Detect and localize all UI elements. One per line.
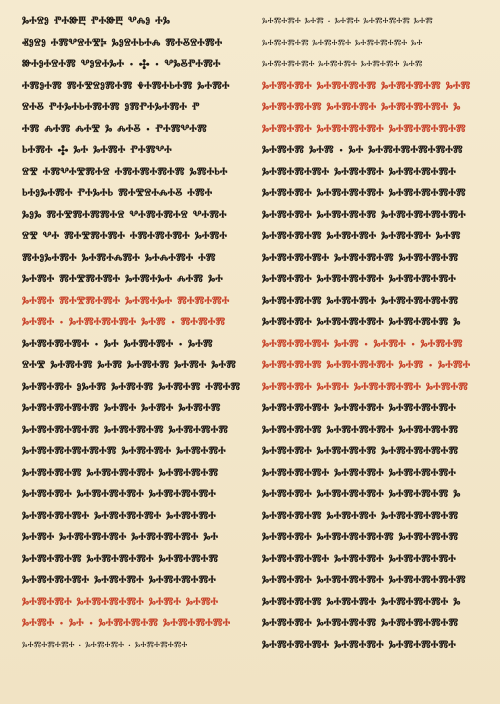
text-line: ⰳⰰⰿⰰⰿⰰⰿ ⰳⰰⰿⰰⰿⰰ ⰳⰰⰿⰰⰿⰰⰿⰰ ⰳ <box>262 100 461 116</box>
text-line: ⰳⰰⰿⰰⰿⰰⰿⰰ ⰳⰰⰿⰰⰿⰰ ⰳⰰⰿⰰⰿⰰⰿⰰ <box>262 465 456 482</box>
text-line: ⰳⰰⰿⰰⰿⰰⰿⰰ ⰳⰰⰿⰰⰿⰰ ⰳⰰⰿⰰⰿⰰⰿⰰ <box>262 551 456 568</box>
text-line: ⰳⰰⰿⰰⰿⰰ ⰳⰰⰿⰰⰿⰰⰿ ⰳⰰⰿⰰⰿⰰⰿⰰⰿ <box>262 444 459 460</box>
text-line: ⰳⰰⰿⰰⰿⰰ ⰳⰰⰿⰰⰿⰰⰿⰰ ⰳⰰⰿⰰⰿⰰⰿⰰⰿ <box>262 121 466 138</box>
text-line: ⰳⰰⰿⰰⰿⰰ ⰳⰰⰿⰰⰿⰰⰿⰰ ⰳⰰⰿⰰ ⰳⰰⰿⰰ <box>22 594 219 611</box>
text-line: ⰳⰰⰿⰰⰿⰰⰿⰰ ⰳⰰⰿⰰⰿⰰ ⰳⰰⰿⰰⰿⰰⰿⰰ <box>262 637 456 654</box>
text-line: ⰳⰰⰿⰰⰿⰰ ⱁⰳⰰⰿ ⰳⰰⰿⰰⰿ ⰳⰰⰿⰰⰿ ⰰⰿⰰⰿ <box>22 379 241 396</box>
text-line: ⰳⰰⰿⰰ · ⰳⰰⰿⰰⰿⰰⰿⰰ ⰳⰰⰿ · ⰿⰰⰿⰰⰿ <box>22 315 226 331</box>
text-line: ⰳⱁⰳ ⰿⰰⰺⰿⰰⰿⰿⰰⱄ ⰲⰰⰿⰰⰿⰰⱄ ⰲⰰⰿⰰ <box>22 207 227 224</box>
text-line: ⰳⰰⰿⰰ ⰳⰰⰿⰰⰿⰰⰿⰰ ⰳⰰⰿⰰⰿⰰⰿⰰ ⰳⰰ <box>22 530 219 546</box>
text-line: ⰳⰰⰿⰰⰿⰰ ⰳⰰⰿⰰⰿⰰⰿⰰ ⰳⰰⰿⰰⰿⰰⰿⰰ <box>22 487 216 503</box>
text-line: ⰳⰰⰿⰰ · ⰳⰰ · ⰳⰰⰿⰰⰿⰰⰿ ⰳⰰⰿⰰⰿⰰⰿⰰ <box>22 616 231 632</box>
text-line: ⰿⰰⱁⰳⰰⰿⰰ ⰳⰰⰿⰰⰾⰿⰰ ⰳⰰⰾⰰⰿⰰ ⰰⰿ <box>22 250 216 267</box>
text-line: ⰳⰰⰿⰰⰿⰰ ⰳⰰⰿⰰ ⰳⰰⰿⰰⰿⰰⰿⰰ ⰳⰰⰿⰰⰿ <box>262 379 469 396</box>
text-line: ⱄⰺ ⰲⰰ ⰿⰰⰺⰿⰰⰿⰰ ⰰⰿⰰⰿⰰⰿⰰ ⰳⰰⰿⰰ <box>22 229 228 245</box>
text-line: ⰳⰰⰿⰰⰿⰰ ⰳⰰⰿⰰⰿⰰⰿⰰ ⰳⰰⰿⰰⰿⰰⰿ ⰳ <box>262 315 461 331</box>
text-line: ⰳⰰⰿⰰ ⰿⰰⰺⰿⰰⰿⰰ ⰳⰰⰿⰰⰳⰰ ⰿⰰⰿⰰⰿⰰ <box>22 293 230 310</box>
text-line: ⰳⰰⰿⰰⰿⰰ ⰳⰰⰿⰰⰿⰰⰿⰰⰿ ⰳⰰⰿⰰⰿⰰⰿ <box>262 530 459 546</box>
text-line: ⰳⰰⰿⰰⰿⰰⰿⰰ · ⰳⰰ ⰳⰰⰿⰰⰿⰰ · ⰳⰰⰿ <box>22 336 213 353</box>
text-line: ⰳⰰⰿⰰⰿⰰⰿⰰⰿ ⰳⰰⰿⰰ ⰳⰰⰿⰰ ⰳⰰⰿⰰⰿ <box>22 401 221 417</box>
text-line: ⱏⱁⱄⱁ ⰰⰿⰲⱄⰰⰺⰽ ⰳⱁⱄⰰⱃⰰⰾ ⰿⰰⰻⱄⰰⰿⰰ <box>22 35 223 52</box>
text-line: ⱄⰰⰻ ⱂⰰⰳⰰⱃⰰⰿⰰⰿ ⱁⰿⱂⰰⰳⰰⰿⰰ ⱂ <box>22 100 200 116</box>
text-line: ⰳⰰⰿⰰⰿⰰⰿⰰⰿ ⰳⰰⰿⰰⰿⰰⰿ ⰳⰰⰿⰰⰿⰰⰿ <box>22 422 229 439</box>
text-line: ⰳⰰⰿⰰ ⰿⰰⰺⰿⰰⰿⰰ ⰳⰰⰿⰰⰳⰰ ⰾⰰⰿ ⰳⰰ <box>22 272 223 288</box>
right-text-column <box>262 12 484 657</box>
text-line: ⱃⰰⰿⰰ ✣ ⰳⰰ ⰳⰰⰿⰰ ⱂⰰⰿⰲⰰ <box>22 143 172 159</box>
text-line: ⰳⰰⰿⰰⰿⰰ ⰳⰰⰿ · ⰳⰰⰿⰰ ⰳⰰⰿⰰⰿⰰⰿ ⰳⰰⰿ <box>262 16 433 28</box>
text-line: ⰳⰰⰿⰰⰿⰰ ⰳⰰⰿⰰⰿⰰⰿⰰ ⰳⰰⰿⰰⰿⰰⰿⰰⰿ <box>262 186 466 202</box>
text-line: ⰳⰰⰿⰰⰿⰰⰿ ⰳⰰⰿⰰⰿⰰⰿⰰ ⰳⰰⰿⰰⰿⰰⰿ <box>262 422 459 439</box>
text-line: ⰳⰰⰿⰰⰿⰰ ⰳⰰⰿⰰⰿⰰⰿⰰ ⰳⰰⰿⰰⰿⰰⰿⰰⰿ <box>262 573 466 589</box>
text-line: ⰰⰿⱁⰰⰿ ⰿⰰⰺⱄⱁⰿⰰⰿ ⰷⰰⰿⰰⱃⰰⰿ ⰳⰰⰿⰰ <box>22 78 230 95</box>
text-line: ⱄⰰⰺ ⰳⰰⰿⰰⰿ ⰳⰰⰿ ⰳⰰⰿⰰⰿ ⰳⰰⰿⰰ ⰳⰰⰿ <box>22 358 237 374</box>
text-line: ⰳⰰⰿⰰⰿⰰⰿ ⰳⰰⰿⰰⰿⰰⰿⰰ ⰳⰰⰿⰰⰿⰰⰿ <box>22 465 219 482</box>
text-line: ⰳⰰⰿⰰⰿⰰⰿⰰ ⰳⰰⰿⰰⰿⰰ ⰳⰰⰿⰰⰿⰰⰿⰰ <box>262 164 456 181</box>
text-line: ⰳⰰⰿⰰⰿⰰ ⰳⰰⰿⰰⰿⰰⰿⰰ ⰳⰰⰿⰰⰿⰰⰿⰰ <box>262 272 456 288</box>
text-line: ⰳⰰⰿⰰⰿⰰⰿ ⰳⰰⰿⰰⰿⰰ ⰳⰰⰿⰰⰿⰰⰿⰰⰿ <box>262 508 459 525</box>
text-line: ⰳⰰⰿⰰⰿⰰ ⰳⰰⰿⰰⰿⰰⰿ ⰳⰰⰿⰰⰿⰰⰿⰰⰿ <box>262 616 459 632</box>
text-line: ⰳⰰⰿⰰⰿⰰⰿ ⰳⰰⰿⰰⰿⰰ ⰳⰰⰿⰰⰿⰰⰿⰰ ⰳ <box>262 594 461 611</box>
text-line: ⰳⰰⰿⰰⰿⰰⰿ ⰳⰰⰿⰰⰿⰰ ⰳⰰⰿⰰⰿⰰⰿⰰⰿ <box>262 293 459 310</box>
text-line: ⰳⰰⰿⰰⰿⰰ ⰳⰰⰿⰰⰿⰰⰿ ⰳⰰⰿⰰⰿⰰⰿⰰⰿⰰ <box>262 207 466 224</box>
text-line: ⰳⰰⰿⰰⰿⰰⰿⰰ ⰳⰰⰿ · ⰳⰰⰿⰰ · ⰳⰰⰿⰰⰿ <box>262 336 463 353</box>
text-line: ⰳⰰⰿⰰⰿⰰⰿⰰ · ⰳⰰⰿⰰⰿⰰ · ⰳⰰⰿⰰⰿⰰⰿⰰ <box>22 639 188 652</box>
text-line: ⱄⰺ ⰰⰿⰲⰰⰺⰿⰰⱄ ⰰⰿⰰⰿⰰⰿⰰⰿ ⰳⰿⰰⱃⰰ <box>22 164 228 181</box>
text-line: ⰳⰰⰿⰰⰿⰰⰿⰰ ⰳⰰⰿⰰⰿⰰ ⰳⰰⰿⰰⰿⰰⰿⰰ <box>22 573 216 589</box>
text-line: ⰳⰰⰿⰰⰿⰰⰿ ⰳⰰⰿⰰⰿⰰⰿⰰ ⰳⰰⰿⰰⰿⰰⰿ <box>22 551 219 568</box>
text-line: ⰳⰰⱄⱁ ⱂⰰⱆⰱ ⱂⰰⱆⰱ ⰲⰾⱁ ⰰⰳ <box>22 14 171 30</box>
text-line: ⰳⰰⰿⰰⰿⰰⰿⰰ ⰳⰰⰿⰰⰿⰰ ⰳⰰⰿⰰⰿⰰ ⰳⰰⰿ <box>262 59 423 71</box>
text-line: ⱆⰰⱁⰰⱄⰰⰿ ⰲⱁⱄⰰⰳⰰ · ✣ · ⰲⰳⰻⱂⰰⰿⰰ <box>22 57 221 73</box>
text-line: ⱃⰰⱁⰳⰰⰿⰰ ⱂⰰⰳⰰⱃ ⰿⰰⰺⱄⰰⰾⰰⰻ ⰰⰿⰰ <box>22 186 213 202</box>
text-line: ⰳⰰⰿⰰⰿⰰⰿ ⰳⰰⰿⰰⰿⰰ ⰳⰰⰿⰰⰿⰰⰿⰰ ⰳⰰ <box>262 37 423 50</box>
text-line: ⰳⰰⰿⰰⰿ ⰳⰰⰿ · ⰳⰰ ⰳⰰⰿⰰⰿⰰⰿⰰⰿⰰⰿ <box>262 143 463 159</box>
text-line: ⰳⰰⰿⰰⰿⰰ ⰳⰰⰿⰰⰿⰰⰿⰰ ⰳⰰⰿⰰⰿⰰⰿ ⰳ <box>262 487 461 503</box>
text-line: ⰰⰿ ⰾⰰⰿ ⰾⰰⰺ ⰳ ⰾⰰⰻ · ⱂⰰⰿⰲⰰⰿ <box>22 121 207 138</box>
text-line: ⰳⰰⰿⰰⰿⰰⰿⰰ ⰳⰰⰿⰰⰿⰰ ⰳⰰⰿⰰⰿⰰⰿⰰ <box>262 401 456 417</box>
text-line: ⰳⰰⰿⰰⰿⰰ ⰳⰰⰿⰰⰿⰰⰿ ⰳⰰⰿⰰⰿⰰⰿ ⰳⰰⰿ <box>262 78 471 95</box>
text-line: ⰳⰰⰿⰰⰿⰰⰿⰰ ⰳⰰⰿⰰⰿⰰⰿⰰ ⰳⰰⰿⰰⰿⰰ <box>22 508 216 525</box>
left-text-column <box>22 12 244 657</box>
text-line: ⰳⰰⰿⰰⰿⰰⰿⰰⰿⰰⰿ ⰳⰰⰿⰰⰿⰰ ⰳⰰⰿⰰⰿⰰ <box>22 444 226 460</box>
text-line: ⰳⰰⰿⰰⰿⰰⰿ ⰳⰰⰿⰰⰿⰰⰿⰰ ⰳⰰⰿ · ⰳⰰⰿⰰ <box>262 358 471 374</box>
text-line: ⰳⰰⰿⰰⰿⰰⰿ ⰳⰰⰿⰰⰿⰰ ⰳⰰⰿⰰⰿⰰ ⰳⰰⰿ <box>262 229 461 245</box>
text-line: ⰳⰰⰿⰰⰿⰰⰿⰰ ⰳⰰⰿⰰⰿⰰⰿ ⰳⰰⰿⰰⰿⰰⰿ <box>262 250 459 267</box>
